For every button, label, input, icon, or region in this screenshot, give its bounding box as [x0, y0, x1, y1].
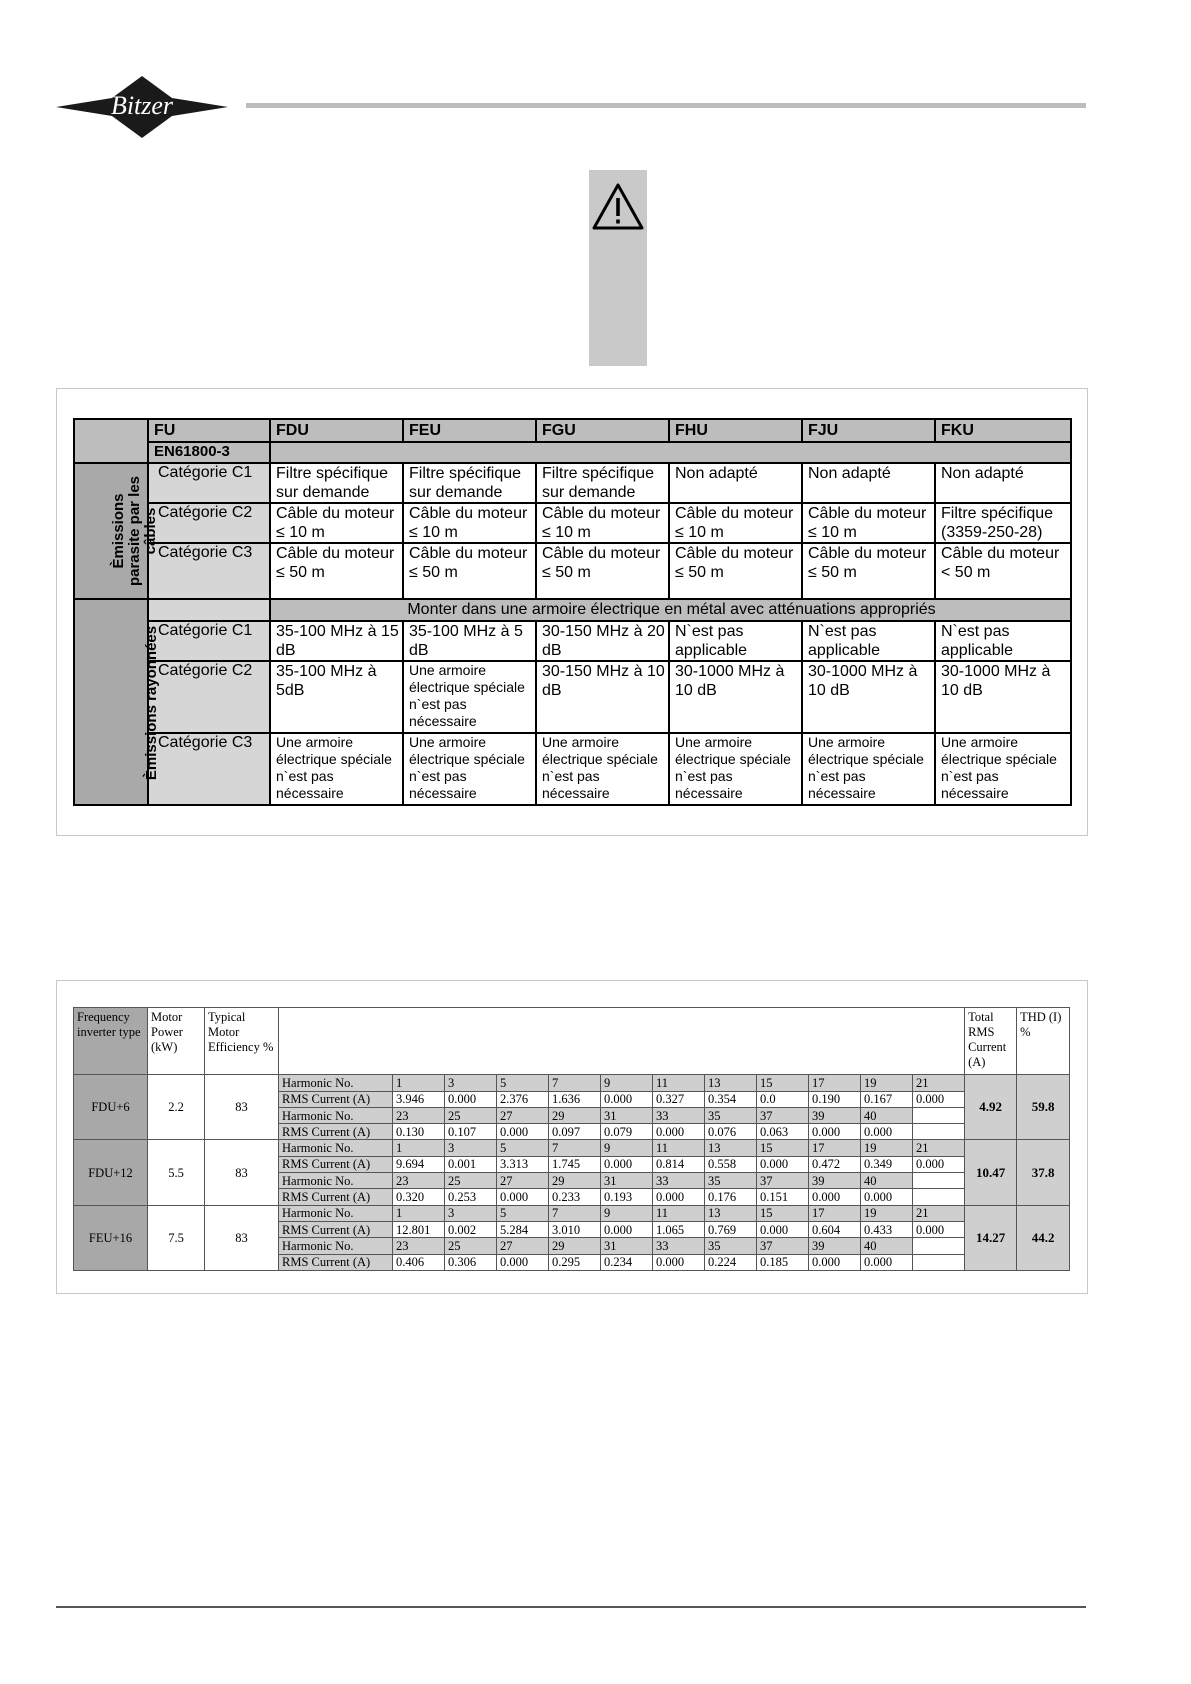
rms-current-cell: 0.000 [809, 1254, 861, 1270]
rms-current-cell: 0.185 [757, 1254, 809, 1270]
inverter-type-cell: FDU+12 [74, 1140, 148, 1205]
rms-current-cell: 0.097 [549, 1124, 601, 1140]
col-fdu: FDU [270, 419, 403, 442]
warning-triangle-icon [591, 182, 645, 232]
rms-current-cell: 0.000 [757, 1221, 809, 1237]
row-label: RMS Current (A) [279, 1189, 393, 1205]
harmonic-number-cell: 37 [757, 1173, 809, 1189]
rms-current-cell: 0.253 [445, 1189, 497, 1205]
rms-current-cell: 0.000 [861, 1254, 913, 1270]
table-cell: 35-100 MHz à 5 dB [403, 621, 536, 661]
row-label: Harmonic No. [279, 1140, 393, 1156]
table-cell: Câble du moteur ≤ 50 m [403, 543, 536, 599]
harmonic-number-cell: 39 [809, 1107, 861, 1123]
rms-current-cell: 0.000 [809, 1189, 861, 1205]
radiated-row-c1 [74, 621, 1071, 661]
harmonic-number-cell: 33 [653, 1107, 705, 1123]
brand-wordmark: Bitzer [110, 91, 174, 120]
rms-current-cell: 0.130 [393, 1124, 445, 1140]
thd-cell: 44.2 [1017, 1205, 1070, 1270]
harmonic-number-cell: 35 [705, 1107, 757, 1123]
harmonic-number-cell: 33 [653, 1238, 705, 1254]
rms-current-cell: 0.193 [601, 1189, 653, 1205]
table-cell: N`est pas applicable [935, 621, 1071, 661]
conducted-row-c3 [74, 543, 1071, 599]
harmonic-number-cell: 13 [705, 1140, 757, 1156]
harmonic-number-cell: 13 [705, 1205, 757, 1221]
row-label: RMS Current (A) [279, 1124, 393, 1140]
harmonic-number-cell: 40 [861, 1238, 913, 1254]
harmonic-number-cell: 40 [861, 1173, 913, 1189]
table-cell: Filtre spécifique sur demande [536, 463, 669, 503]
harmonic-number-cell: 31 [601, 1238, 653, 1254]
rms-current-cell: 0.000 [913, 1091, 965, 1107]
rms-current-cell: 0.151 [757, 1189, 809, 1205]
rms-current-cell: 0.000 [601, 1091, 653, 1107]
rms-current-cell: 0.604 [809, 1221, 861, 1237]
rms-current-cell: 0.000 [601, 1156, 653, 1172]
row-label: Harmonic No. [279, 1107, 393, 1123]
table-cell: Une armoire électrique spéciale n`est pas nécessaire [270, 733, 403, 805]
col-fhu: FHU [669, 419, 802, 442]
harmonic-number-cell [913, 1107, 965, 1123]
harmonic-number-cell: 39 [809, 1238, 861, 1254]
banner-spacer [148, 599, 270, 621]
rms-current-cell: 0.000 [497, 1254, 549, 1270]
harmonic-number-cell: 29 [549, 1173, 601, 1189]
radiated-banner-row [74, 599, 1071, 621]
harmonic-number-cell [913, 1173, 965, 1189]
harmonic-number-cell: 9 [601, 1140, 653, 1156]
row-label: Harmonic No. [279, 1173, 393, 1189]
table-cell: Une armoire électrique spéciale n`est pas nécessaire [536, 733, 669, 805]
harmonic-number-cell: 31 [601, 1107, 653, 1123]
harmonic-number-cell: 29 [549, 1107, 601, 1123]
header-total: Total RMS Current (A) [965, 1008, 1017, 1075]
table-cell: Câble du moteur ≤ 10 m [270, 503, 403, 543]
rms-current-cell: 12.801 [393, 1221, 445, 1237]
harmonics-row [74, 1140, 1070, 1156]
harmonic-number-cell: 9 [601, 1075, 653, 1091]
harmonic-number-cell: 19 [861, 1140, 913, 1156]
motor-power-cell: 2.2 [148, 1075, 205, 1140]
rms-current-cell: 0.472 [809, 1156, 861, 1172]
rms-current-cell: 3.010 [549, 1221, 601, 1237]
rms-current-cell: 0.000 [913, 1156, 965, 1172]
table-cell: 35-100 MHz à 5dB [270, 661, 403, 733]
table-cell: Filtre spécifique (3359-250-28) [935, 503, 1071, 543]
harmonic-number-cell: 7 [549, 1205, 601, 1221]
rms-current-cell: 0.000 [861, 1189, 913, 1205]
radiated-banner: Monter dans une armoire électrique en métal avec atténuations appropriés [270, 599, 1071, 621]
rms-current-cell: 0.000 [497, 1189, 549, 1205]
harmonic-number-cell: 35 [705, 1238, 757, 1254]
rms-current-cell [913, 1254, 965, 1270]
table-cell: 30-1000 MHz à 10 dB [669, 661, 802, 733]
emc-header-row [74, 419, 1071, 442]
table-cell: Filtre spécifique sur demande [403, 463, 536, 503]
rms-current-cell: 0.558 [705, 1156, 757, 1172]
harmonics-row [74, 1205, 1070, 1221]
rms-current-cell: 0.349 [861, 1156, 913, 1172]
harmonic-number-cell: 15 [757, 1205, 809, 1221]
harmonic-number-cell: 23 [393, 1107, 445, 1123]
harmonic-number-cell: 15 [757, 1075, 809, 1091]
harmonic-number-cell: 3 [445, 1205, 497, 1221]
rms-current-cell: 0.000 [809, 1124, 861, 1140]
corner-cell [74, 419, 148, 463]
harmonic-number-cell: 17 [809, 1205, 861, 1221]
harmonics-row [74, 1075, 1070, 1091]
rms-current-cell: 0.000 [861, 1124, 913, 1140]
rms-current-cell: 0.0 [757, 1091, 809, 1107]
harmonic-number-cell: 13 [705, 1075, 757, 1091]
emc-figure [56, 388, 1088, 836]
table-cell: Câble du moteur ≤ 10 m [669, 503, 802, 543]
harmonic-number-cell: 5 [497, 1140, 549, 1156]
category-label: Catégorie C1 [148, 621, 270, 661]
harmonic-number-cell: 17 [809, 1140, 861, 1156]
harmonic-number-cell: 9 [601, 1205, 653, 1221]
rms-current-cell: 3.946 [393, 1091, 445, 1107]
category-label: Catégorie C2 [148, 661, 270, 733]
radiated-group-label: Èmissions rayonnées [74, 599, 148, 805]
harmonic-number-cell: 21 [913, 1205, 965, 1221]
harmonic-number-cell: 11 [653, 1075, 705, 1091]
table-cell: Une armoire électrique spéciale n`est pas nécessaire [403, 733, 536, 805]
table-cell: Filtre spécifique sur demande [270, 463, 403, 503]
table-cell: 35-100 MHz à 15 dB [270, 621, 403, 661]
row-label: RMS Current (A) [279, 1254, 393, 1270]
harmonic-number-cell: 25 [445, 1238, 497, 1254]
rms-current-cell: 0.433 [861, 1221, 913, 1237]
fu-label: FU [148, 419, 270, 442]
category-label: Catégorie C2 [148, 503, 270, 543]
rms-current-cell: 0.076 [705, 1124, 757, 1140]
rms-current-cell: 0.002 [445, 1221, 497, 1237]
rms-current-cell: 0.000 [445, 1091, 497, 1107]
rms-current-cell [913, 1189, 965, 1205]
harmonic-number-cell: 11 [653, 1140, 705, 1156]
col-fku: FKU [935, 419, 1071, 442]
rms-current-cell: 0.814 [653, 1156, 705, 1172]
harmonic-number-cell: 21 [913, 1075, 965, 1091]
table-cell: Non adapté [669, 463, 802, 503]
rms-current-cell: 0.295 [549, 1254, 601, 1270]
header-power: Motor Power (kW) [148, 1008, 205, 1075]
standard-fill [270, 442, 1071, 463]
rms-current-cell: 1.745 [549, 1156, 601, 1172]
rms-current-cell: 0.000 [601, 1221, 653, 1237]
footer-rule [56, 1606, 1086, 1608]
total-rms-cell: 14.27 [965, 1205, 1017, 1270]
harmonic-number-cell: 17 [809, 1075, 861, 1091]
harmonic-number-cell: 33 [653, 1173, 705, 1189]
efficiency-cell: 83 [205, 1205, 279, 1270]
table-cell: Non adapté [802, 463, 935, 503]
rms-current-cell: 0.001 [445, 1156, 497, 1172]
rms-current-cell: 2.376 [497, 1091, 549, 1107]
table-cell: 30-1000 MHz à 10 dB [802, 661, 935, 733]
rms-current-cell: 0.000 [653, 1189, 705, 1205]
table-cell: Câble du moteur ≤ 50 m [802, 543, 935, 599]
harmonic-number-cell: 25 [445, 1173, 497, 1189]
conducted-row-c2 [74, 503, 1071, 543]
col-fgu: FGU [536, 419, 669, 442]
table-cell: Câble du moteur ≤ 10 m [802, 503, 935, 543]
header-blank [279, 1008, 965, 1075]
header-thd: THD (I) % [1017, 1008, 1070, 1075]
harmonics-figure [56, 980, 1088, 1294]
table-cell: N`est pas applicable [802, 621, 935, 661]
thd-cell: 59.8 [1017, 1075, 1070, 1140]
total-rms-cell: 4.92 [965, 1075, 1017, 1140]
total-rms-cell: 10.47 [965, 1140, 1017, 1205]
rms-current-cell: 0.000 [497, 1124, 549, 1140]
table-cell: Câble du moteur ≤ 10 m [536, 503, 669, 543]
bitzer-logo [56, 76, 228, 138]
harmonic-number-cell: 7 [549, 1075, 601, 1091]
col-fju: FJU [802, 419, 935, 442]
rms-current-cell: 0.176 [705, 1189, 757, 1205]
table-cell: Câble du moteur < 50 m [935, 543, 1071, 599]
rms-current-cell: 1.636 [549, 1091, 601, 1107]
harmonic-number-cell: 40 [861, 1107, 913, 1123]
harmonic-number-cell: 11 [653, 1205, 705, 1221]
rms-current-cell: 0.000 [757, 1156, 809, 1172]
rms-current-cell: 0.234 [601, 1254, 653, 1270]
table-cell: Câble du moteur ≤ 50 m [669, 543, 802, 599]
harmonic-number-cell: 19 [861, 1205, 913, 1221]
warning-bar [589, 170, 647, 366]
rms-current-cell: 0.354 [705, 1091, 757, 1107]
table-cell: N`est pas applicable [669, 621, 802, 661]
rms-current-cell: 0.190 [809, 1091, 861, 1107]
table-cell: Une armoire électrique spéciale n`est pas nécessaire [669, 733, 802, 805]
harmonic-number-cell: 27 [497, 1238, 549, 1254]
conducted-group-label: Èmissions parasite par les câbles [74, 463, 148, 599]
harmonic-number-cell: 27 [497, 1107, 549, 1123]
rms-current-cell: 3.313 [497, 1156, 549, 1172]
harmonic-number-cell: 27 [497, 1173, 549, 1189]
row-label: RMS Current (A) [279, 1091, 393, 1107]
row-label: RMS Current (A) [279, 1221, 393, 1237]
harmonic-number-cell: 23 [393, 1173, 445, 1189]
rms-current-cell: 0.000 [653, 1254, 705, 1270]
rms-current-cell: 0.320 [393, 1189, 445, 1205]
harmonic-number-cell: 3 [445, 1075, 497, 1091]
rms-current-cell: 0.107 [445, 1124, 497, 1140]
harmonic-number-cell: 23 [393, 1238, 445, 1254]
rms-current-cell: 0.079 [601, 1124, 653, 1140]
row-label: RMS Current (A) [279, 1156, 393, 1172]
rms-current-cell: 1.065 [653, 1221, 705, 1237]
harmonic-number-cell: 39 [809, 1173, 861, 1189]
harmonic-number-cell: 1 [393, 1075, 445, 1091]
harmonic-number-cell: 35 [705, 1173, 757, 1189]
thd-cell: 37.8 [1017, 1140, 1070, 1205]
rms-current-cell: 0.327 [653, 1091, 705, 1107]
rms-current-cell: 0.000 [913, 1221, 965, 1237]
col-feu: FEU [403, 419, 536, 442]
header-efficiency: Typical Motor Efficiency % [205, 1008, 279, 1075]
rms-current-cell: 0.063 [757, 1124, 809, 1140]
harmonic-number-cell: 21 [913, 1140, 965, 1156]
harmonic-number-cell [913, 1238, 965, 1254]
category-label: Catégorie C3 [148, 733, 270, 805]
harmonic-number-cell: 5 [497, 1075, 549, 1091]
standard-label: EN61800-3 [148, 442, 270, 463]
rms-current-cell [913, 1124, 965, 1140]
inverter-type-cell: FEU+16 [74, 1205, 148, 1270]
table-cell: Câble du moteur ≤ 50 m [536, 543, 669, 599]
table-cell: Non adapté [935, 463, 1071, 503]
rms-current-cell: 0.769 [705, 1221, 757, 1237]
table-cell: 30-1000 MHz à 10 dB [935, 661, 1071, 733]
harmonic-number-cell: 15 [757, 1140, 809, 1156]
rms-current-cell: 0.167 [861, 1091, 913, 1107]
rms-current-cell: 0.000 [653, 1124, 705, 1140]
header-rule [246, 103, 1086, 108]
harmonic-number-cell: 37 [757, 1238, 809, 1254]
harmonic-number-cell: 3 [445, 1140, 497, 1156]
efficiency-cell: 83 [205, 1075, 279, 1140]
inverter-type-cell: FDU+6 [74, 1075, 148, 1140]
table-cell: Câble du moteur ≤ 50 m [270, 543, 403, 599]
rms-current-cell: 0.406 [393, 1254, 445, 1270]
rms-current-cell: 0.233 [549, 1189, 601, 1205]
harmonic-number-cell: 5 [497, 1205, 549, 1221]
category-label: Catégorie C1 [148, 463, 270, 503]
radiated-row-c2 [74, 661, 1071, 733]
table-cell: Câble du moteur ≤ 10 m [403, 503, 536, 543]
motor-power-cell: 7.5 [148, 1205, 205, 1270]
harmonic-number-cell: 1 [393, 1205, 445, 1221]
emc-table [73, 418, 1072, 806]
header-inverter: Frequency inverter type [74, 1008, 148, 1075]
harmonic-number-cell: 31 [601, 1173, 653, 1189]
category-label: Catégorie C3 [148, 543, 270, 599]
harmonics-table [73, 1007, 1070, 1271]
rms-current-cell: 5.284 [497, 1221, 549, 1237]
table-cell: Une armoire électrique spéciale n`est pas nécessaire [403, 661, 536, 733]
row-label: Harmonic No. [279, 1205, 393, 1221]
row-label: Harmonic No. [279, 1238, 393, 1254]
rms-current-cell: 9.694 [393, 1156, 445, 1172]
motor-power-cell: 5.5 [148, 1140, 205, 1205]
efficiency-cell: 83 [205, 1140, 279, 1205]
table-cell: 30-150 MHz à 10 dB [536, 661, 669, 733]
harmonics-header-row [74, 1008, 1070, 1075]
conducted-row-c1 [74, 463, 1071, 503]
row-label: Harmonic No. [279, 1075, 393, 1091]
standard-row [74, 442, 1071, 463]
radiated-row-c3 [74, 733, 1071, 805]
harmonic-number-cell: 19 [861, 1075, 913, 1091]
table-cell: Une armoire électrique spéciale n`est pas nécessaire [802, 733, 935, 805]
harmonic-number-cell: 1 [393, 1140, 445, 1156]
harmonic-number-cell: 29 [549, 1238, 601, 1254]
table-cell: 30-150 MHz à 20 dB [536, 621, 669, 661]
harmonic-number-cell: 25 [445, 1107, 497, 1123]
harmonic-number-cell: 37 [757, 1107, 809, 1123]
rms-current-cell: 0.224 [705, 1254, 757, 1270]
table-cell: Une armoire électrique spéciale n`est pas nécessaire [935, 733, 1071, 805]
harmonic-number-cell: 7 [549, 1140, 601, 1156]
rms-current-cell: 0.306 [445, 1254, 497, 1270]
